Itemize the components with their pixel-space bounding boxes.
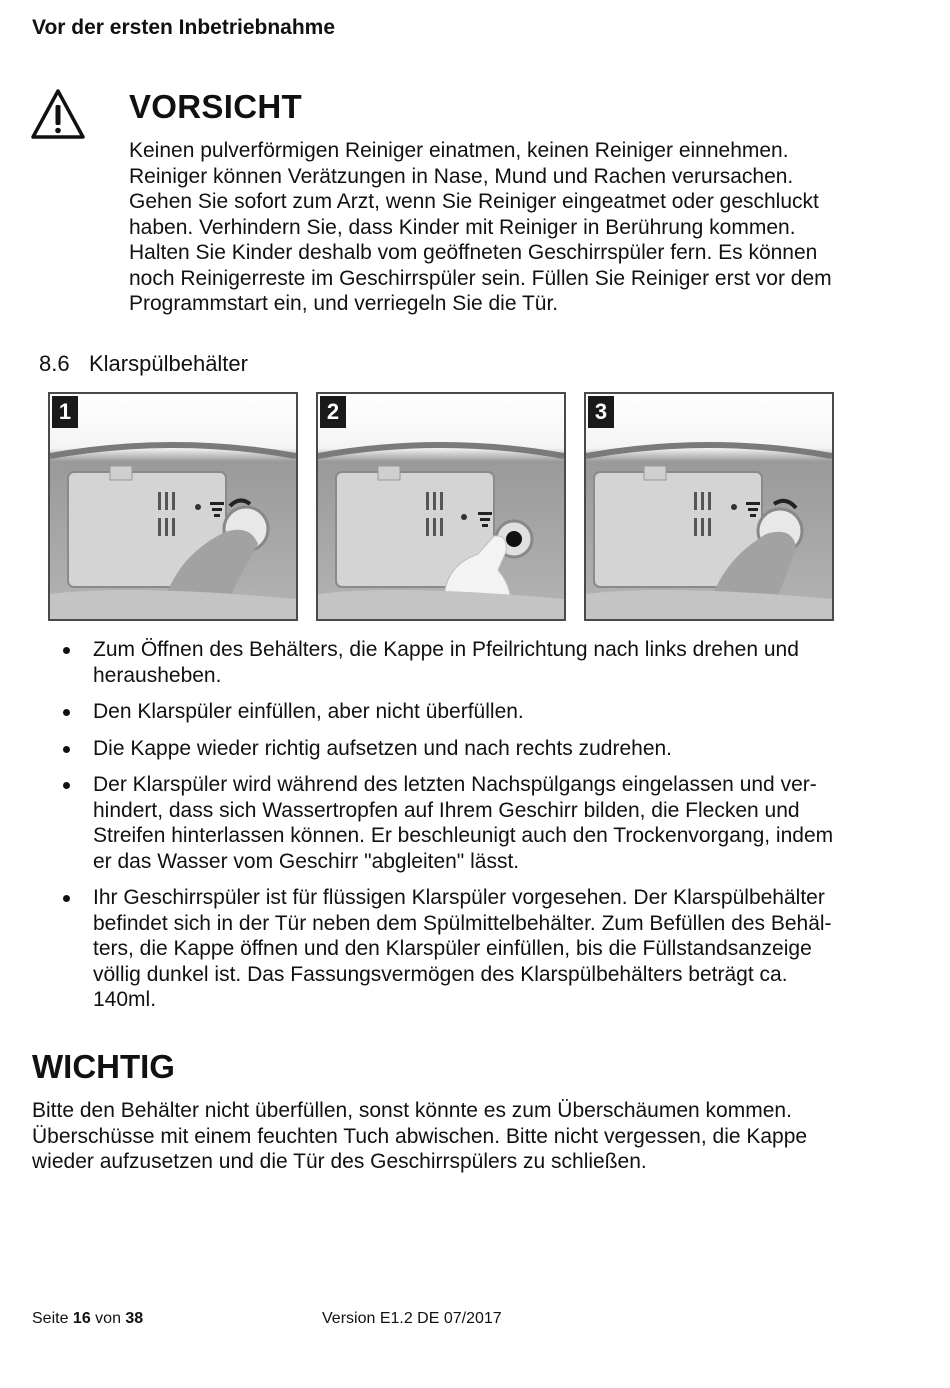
important-text [32,1098,807,1175]
running-head: Vor der ersten Inbetriebnahme [32,16,336,39]
dispenser-illustration [50,394,296,619]
list-item-line: ters, die Kappe öffnen und den Klarspüler einfüllen, bis die Füllstandsanzeige [93,937,812,960]
list-item-line: Die Kappe wieder richtig aufsetzen und nach rechts zudrehen. [93,736,673,760]
caution-line: noch Reinigerreste im Geschirrspüler sein. Füllen Sie Reiniger erst vor dem [129,266,832,290]
list-item-line: Zum Öffnen des Behälters, die Kappe in Pfeilrichtung nach links drehen und [93,638,799,661]
step-number-badge: 1 [52,396,78,428]
list-item [60,736,890,762]
list-item [60,772,890,874]
current-page: 16 [72,1310,91,1327]
section-heading [39,351,248,377]
section-title: Klarspülbehälter [89,351,248,376]
important-line: Bitte den Behälter nicht überfüllen, sonst könnte es zum Überschäumen kommen. [32,1099,792,1122]
step-number-badge: 2 [320,396,346,428]
step-2-photo [316,392,566,621]
list-item [60,699,890,725]
caution-line: Keinen pulverförmigen Reiniger einatmen, keinen Reiniger einnehmen. [129,139,789,162]
list-item [60,885,890,1013]
important-title: WICHTIG [32,1048,175,1085]
caution-line: Reiniger können Verätzungen in Nase, Mund und Rachen verursachen. [129,164,794,188]
list-item-line: befindet sich in der Tür neben dem Spülmittelbehälter. Zum Befüllen des Behäl- [93,911,832,935]
warning-triangle-icon [30,88,86,140]
list-item-line: Den Klarspüler einfüllen, aber nicht überfüllen. [93,700,524,723]
caution-title: VORSICHT [129,88,302,125]
dispenser-illustration [318,394,564,619]
caution-text [129,138,889,317]
list-item-line: völlig dunkel ist. Das Fassungsvermögen des Klarspülbehälters beträgt ca. [93,962,788,986]
page-prefix: Seite [32,1310,73,1327]
step-number-badge: 3 [588,396,614,428]
list-item-line: er das Wasser vom Geschirr "abgleiten" lässt. [93,849,520,873]
page-separator: von [90,1310,126,1327]
instruction-list [60,637,890,1024]
section-number: 8.6 [39,351,70,376]
important-line: wieder aufzusetzen und die Tür des Geschirrspülers zu schließen. [32,1150,647,1173]
list-item-line: 140ml. [93,988,157,1011]
step-1-photo [48,392,298,621]
caution-line: Halten Sie Kinder deshalb vom geöffneten Geschirrspüler fern. Es können [129,241,818,264]
step-3-photo [584,392,834,621]
important-line: Überschüsse mit einem feuchten Tuch abwischen. Bitte nicht vergessen, die Kappe [32,1124,808,1148]
caution-line: Gehen Sie sofort zum Arzt, wenn Sie Reiniger eingeatmet oder geschluckt [129,190,819,213]
version-label: Version E1.2 DE 07/2017 [322,1310,502,1327]
caution-line: Programmstart ein, und verriegeln Sie die Tür. [129,292,559,315]
list-item-line: Der Klarspüler wird während des letzten Nachspülgangs eingelassen und ver- [93,773,817,796]
list-item-line: hindert, dass sich Wassertropfen auf Ihrem Geschirr bilden, die Flecken und [93,798,800,822]
list-item-line: herausheben. [93,663,222,687]
total-pages: 38 [125,1310,144,1327]
caution-line: haben. Verhindern Sie, dass Kinder mit Reiniger in Berührung kommen. [129,215,796,239]
list-item-line: Ihr Geschirrspüler ist für flüssigen Klarspüler vorgesehen. Der Klarspülbehälter [93,886,825,909]
list-item [60,637,890,688]
page-number [32,1310,143,1328]
dispenser-illustration [586,394,832,619]
list-item-line: Streifen hinterlassen können. Er beschleunigt auch den Trockenvorgang, indem [93,824,834,847]
